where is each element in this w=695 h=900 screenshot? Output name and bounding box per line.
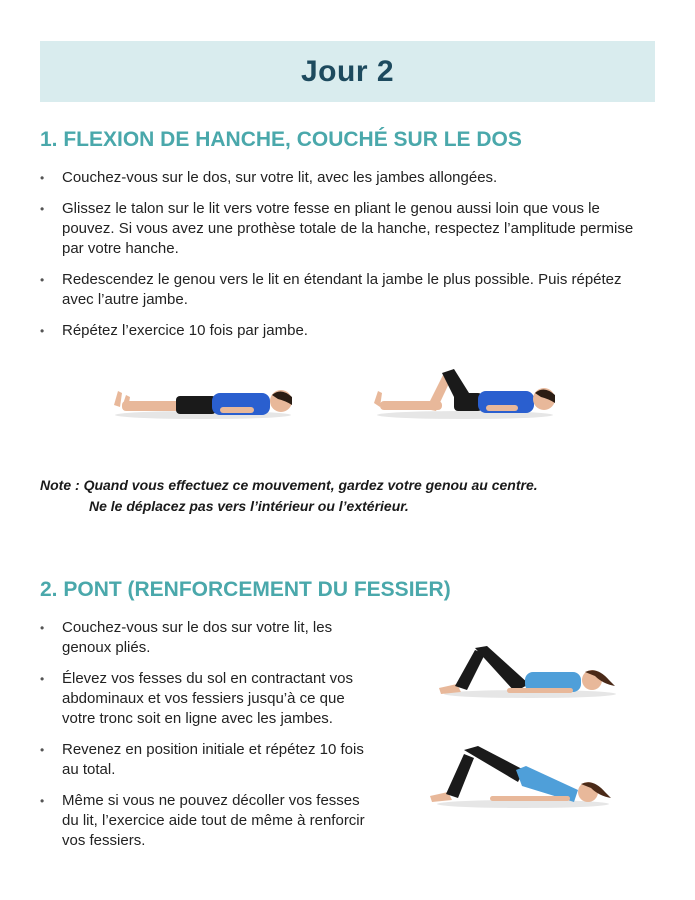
section1-bullet-2: • Glissez le talon sur le lit vers votre fesse en pliant le genou aussi loin que vous le pouvez. Si vous avez une prothèse totale de la hanche, respectez l’amplitude permise par votre hanche. — [40, 199, 640, 259]
page-title: Jour 2 — [300, 54, 395, 88]
section2-bullet-list — [40, 618, 375, 862]
note-label: Note : — [40, 477, 80, 493]
title-banner — [40, 41, 655, 102]
note — [40, 475, 538, 517]
section2-heading: 2. PONT (RENFORCEMENT DU FESSIER) — [40, 578, 451, 601]
section2-bullet-1: • Couchez-vous sur le dos sur votre lit, les genoux pliés. — [40, 618, 375, 658]
note-line2: Ne le déplacez pas vers l’intérieur ou l’extérieur. — [89, 498, 409, 514]
section2-bullet-4: • Même si vous ne pouvez décoller vos fesses du lit, l’exercice aide tout de même à renforcir vos fessiers. — [40, 791, 375, 851]
section2-bullet-3: • Revenez en position initiale et répétez 10 fois au total. — [40, 740, 375, 780]
section1-bullet-1: • Couchez-vous sur le dos, sur votre lit, avec les jambes allongées. — [40, 168, 640, 188]
man-knee-bent-icon — [370, 365, 560, 425]
section1-bullet-3: • Redescendez le genou vers le lit en étendant la jambe le plus possible. Puis répétez avec l’autre jambe. — [40, 270, 640, 310]
section1-heading: 1. FLEXION DE HANCHE, COUCHÉ SUR LE DOS — [40, 128, 522, 151]
man-lying-flat-icon — [108, 375, 303, 425]
woman-knees-bent-icon — [435, 640, 620, 702]
woman-bridge-icon — [428, 740, 613, 812]
section2-bullet-2: • Élevez vos fesses du sol en contractant vos abdominaux et vos fessiers jusqu’à ce que votre tronc soit en ligne avec les jambes. — [40, 669, 375, 729]
section1-bullet-list — [40, 168, 640, 352]
section1-bullet-4: • Répétez l’exercice 10 fois par jambe. — [40, 321, 640, 341]
note-line1: Quand vous effectuez ce mouvement, gardez votre genou au centre. — [83, 477, 538, 493]
